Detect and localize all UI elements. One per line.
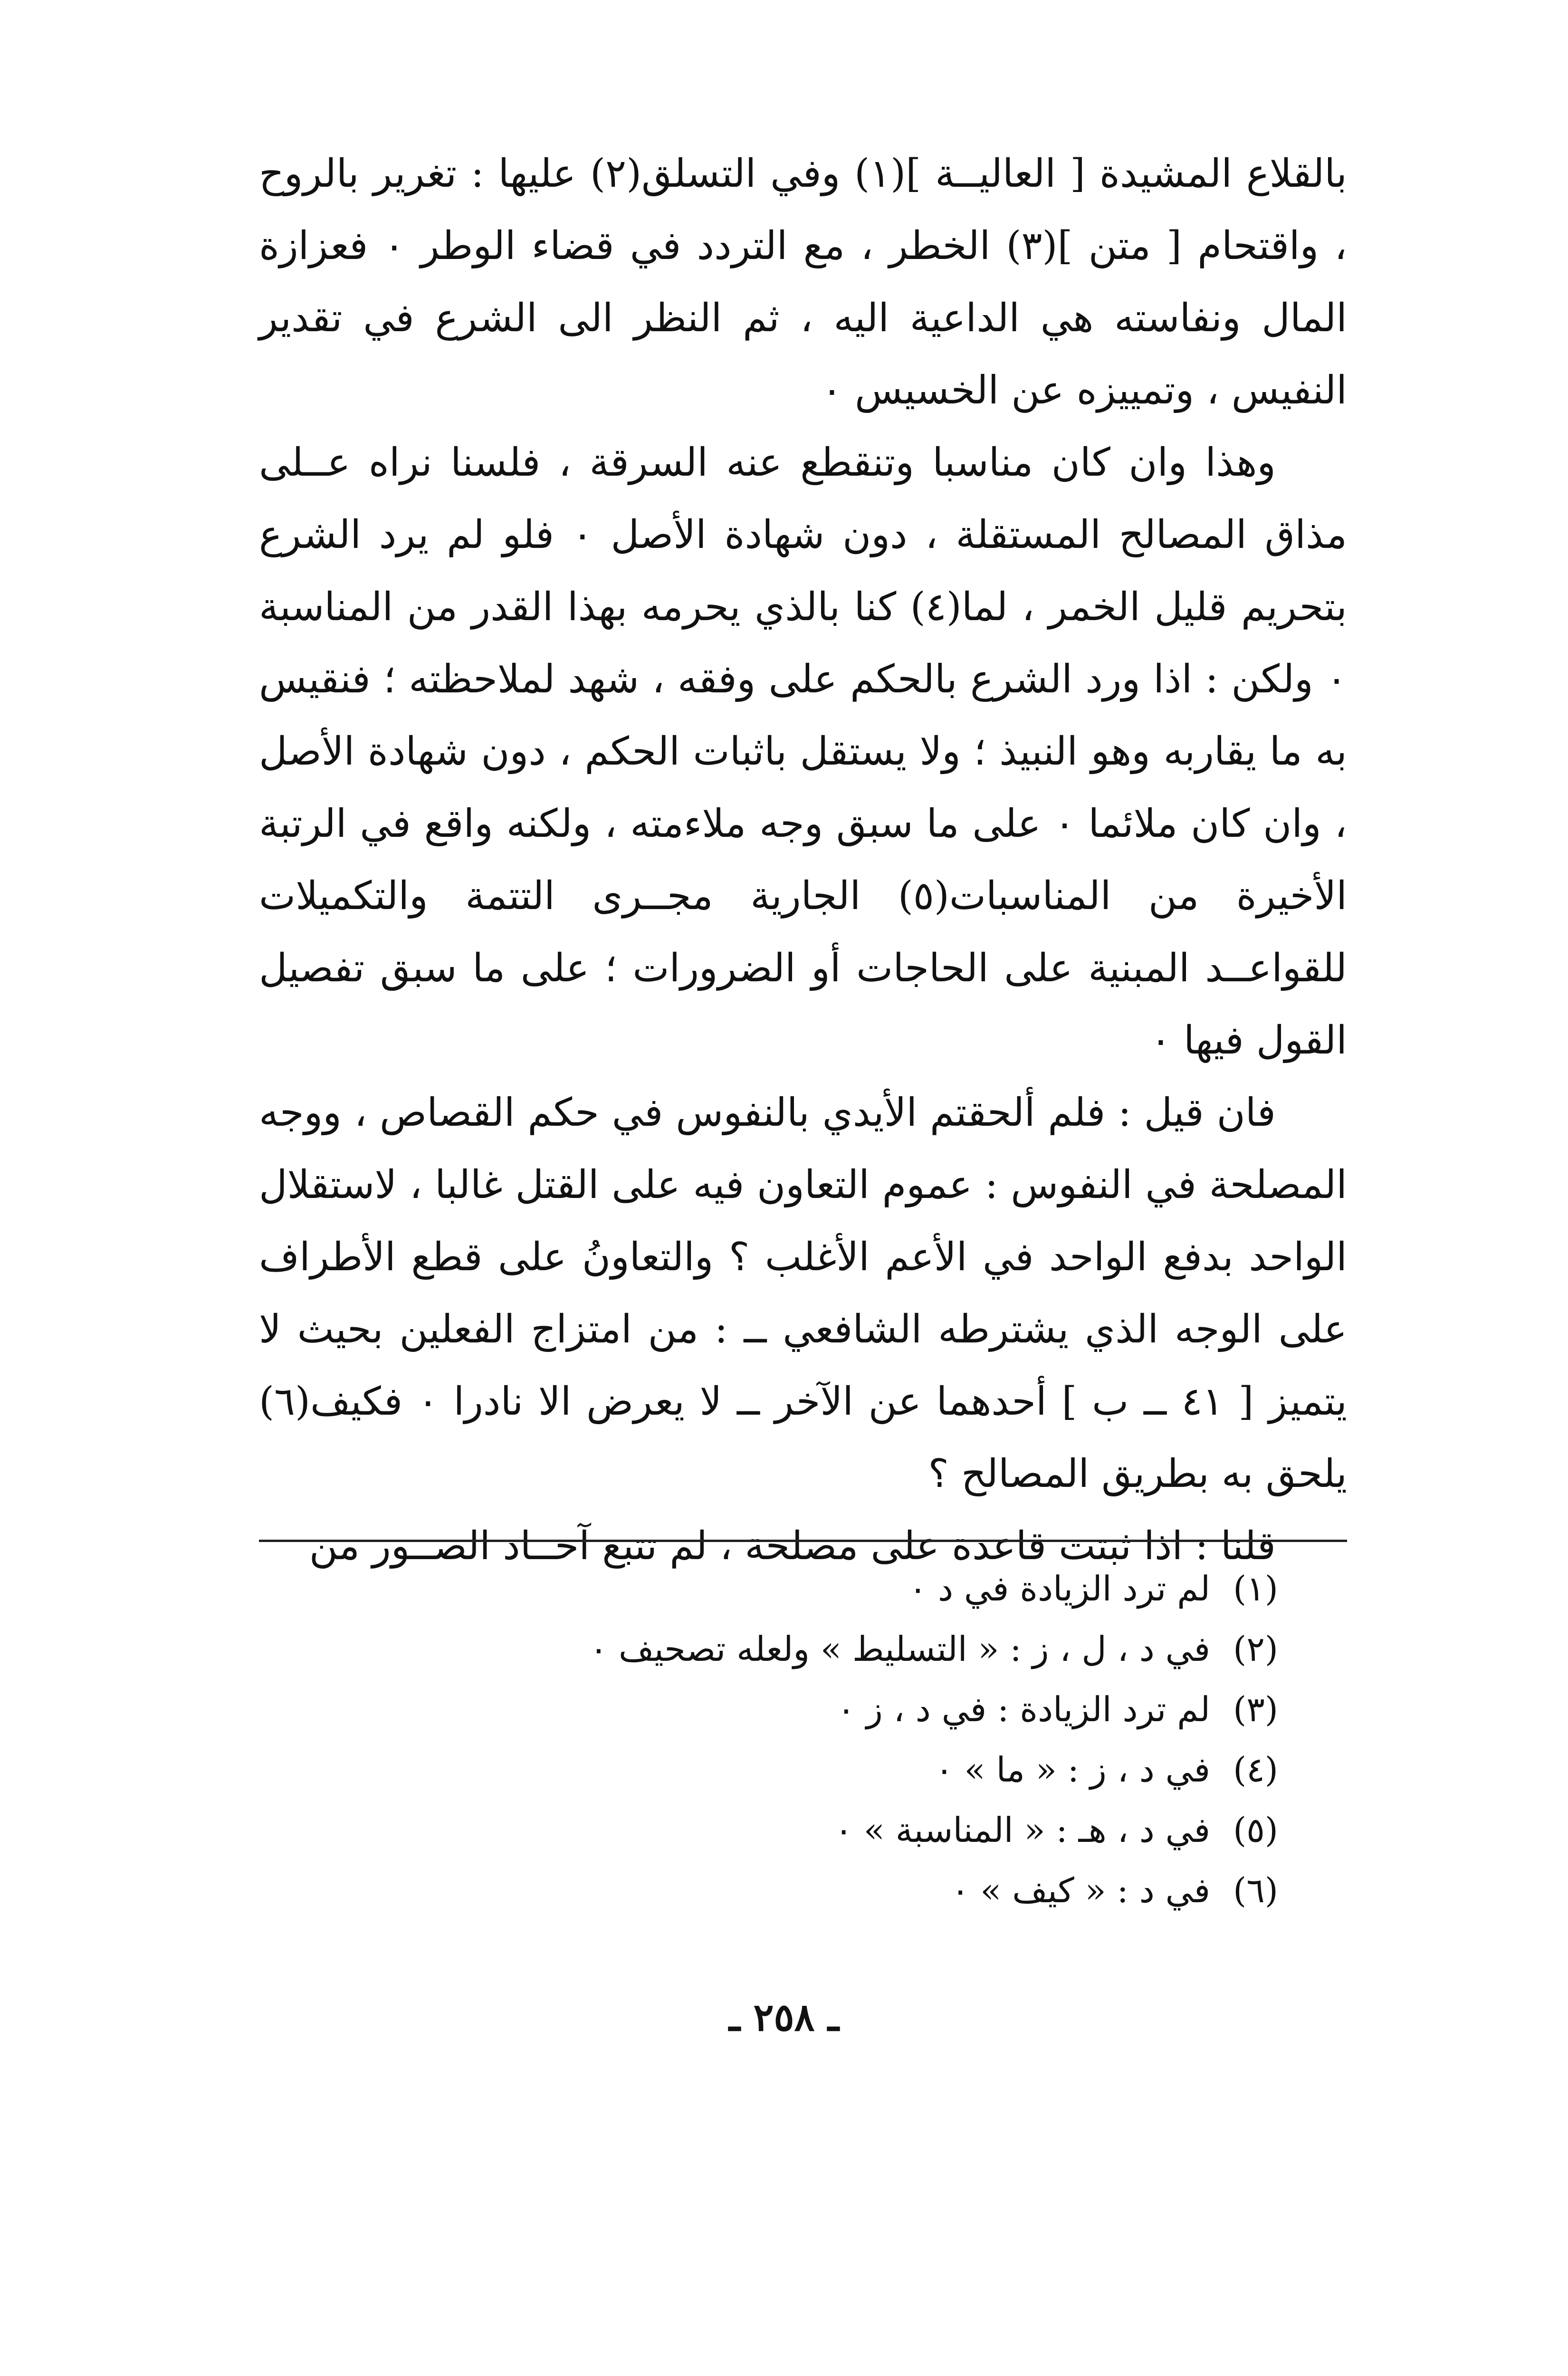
footnote-number: (١): [1233, 1569, 1278, 1609]
footnote-4: [375, 1740, 1278, 1800]
page-number: ـ ٢٥٨ ـ: [729, 1995, 839, 2040]
footnote-number: (٦): [1233, 1870, 1278, 1910]
footnotes-list: [375, 1559, 1278, 1921]
footnote-1: [375, 1559, 1278, 1619]
footnote-3: [375, 1679, 1278, 1740]
footnote-text: لم ترد الزيادة : في د ، ز ٠: [837, 1689, 1211, 1729]
footnote-6: [375, 1860, 1278, 1921]
footnote-number: (٣): [1233, 1689, 1278, 1729]
footnote-divider: [259, 1540, 1347, 1542]
paragraph-1: بالقلاع المشيدة [ العاليــة ](١) وفي التسلق(٢) عليها : تغرير بالروح ، واقتحام [ متن ](٣) الخطر ، مع التردد في قضاء الوطر ٠ فعزازة المال ونفاسته هي الداعية اليه ، ثم النظر الى الشرع في تقدير النفيس ، وتمييزه عن الخسيس ٠: [259, 151, 1348, 413]
paragraph-3: فان قيل : فلم ألحقتم الأيدي بالنفوس في حكم القصاص ، ووجه المصلحة في النفوس : عموم التعاون فيه على القتل غالبا ، لاستقلال الواحد بدفع الواحد في الأعم الأغلب ؟ والتعاونُ على قطع الأطراف على الوجه الذي يشترطه الشافعي ــ : من امتزاج الفعلين بحيث لا يتميز [ ٤١ ــ ب ] أحدهما عن الآخر ــ لا يعرض الا نادرا ٠ فكيف(٦) يلحق به بطريق المصالح ؟: [259, 1090, 1347, 1496]
paragraph-4: قلنا : اذا ثبتت قاعدة على مصلحة ، لم تتبع آحــاد الصــور من: [309, 1523, 1276, 1569]
footnote-number: (٥): [1233, 1810, 1278, 1850]
footnote-number: (٢): [1233, 1629, 1278, 1669]
footnote-text: في د ، ز : « ما » ٠: [935, 1750, 1211, 1790]
footnote-number: (٤): [1233, 1750, 1278, 1790]
footnote-5: [375, 1800, 1278, 1860]
footnote-text: في د ، هـ : « المناسبة » ٠: [834, 1810, 1211, 1850]
footnote-text: لم ترد الزيادة في د ٠: [908, 1569, 1211, 1609]
main-text: [259, 138, 1347, 1582]
footnote-text: في د : « كيف » ٠: [951, 1870, 1211, 1910]
paragraph-2: وهذا وان كان مناسبا وتنقطع عنه السرقة ، فلسنا نراه عــلى مذاق المصالح المستقلة ، دون شهادة الأصل ٠ فلو لم يرد الشرع بتحريم قليل الخمر ، لما(٤) كنا بالذي يحرمه بهذا القدر من المناسبة ٠ ولكن : اذا ورد الشرع بالحكم على وفقه ، شهد لملاحظته ؛ فنقيس به ما يقاربه وهو النبيذ ؛ ولا يستقل باثبات الحكم ، دون شهادة الأصل ، وان كان ملائما ٠ على ما سبق وجه ملاءمته ، ولكنه واقع في الرتبة الأخيرة من المناسبات(٥) الجارية مجــرى التتمة والتكميلات للقواعــد المبنية على الحاجات أو الضرورات ؛ على ما سبق تفصيل القول فيها ٠: [259, 440, 1347, 1063]
footnote-2: [375, 1619, 1278, 1679]
footnote-text: في د ، ل ، ز : « التسليط » ولعله تصحيف ٠: [589, 1629, 1211, 1669]
